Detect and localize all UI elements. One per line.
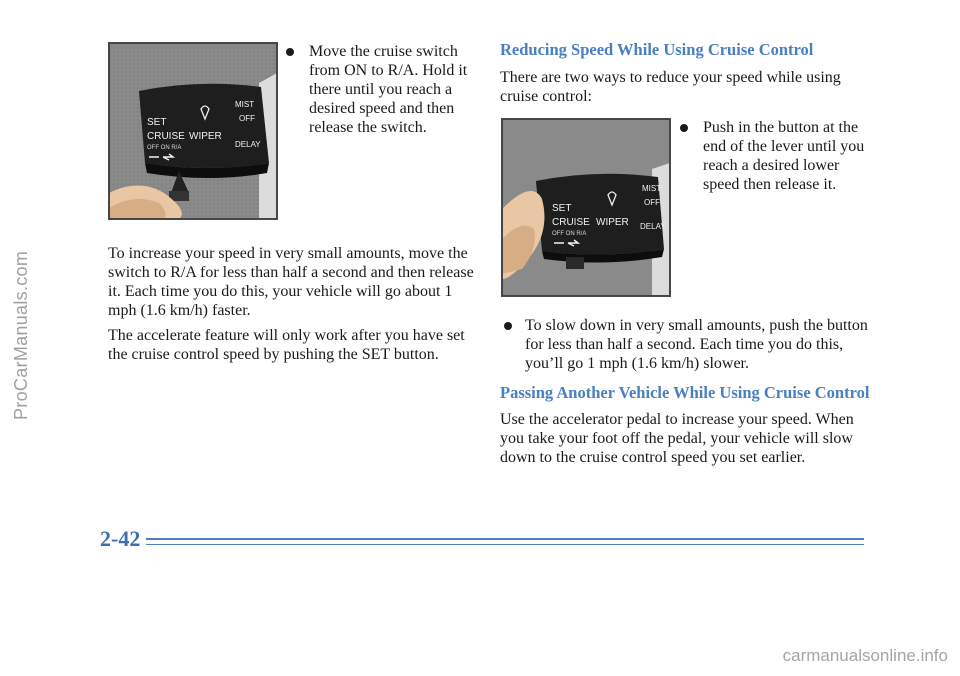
lever-label-cruise: CRUISE bbox=[552, 217, 590, 228]
lever-label-mode: OFF ON R/A bbox=[147, 145, 182, 151]
lever-illustration bbox=[109, 43, 277, 219]
side-watermark: ProCarManuals.com bbox=[11, 250, 31, 420]
lever-label-delay: DELAY bbox=[235, 140, 261, 149]
reducing-speed-heading: Reducing Speed While Using Cruise Control bbox=[500, 40, 814, 59]
lever-illustration-right bbox=[502, 119, 670, 296]
passing-vehicle-heading: Passing Another Vehicle While Using Cruise Control bbox=[500, 383, 870, 402]
bullet-icon bbox=[504, 322, 512, 330]
bullet-icon bbox=[286, 48, 294, 56]
lever-label-set: SET bbox=[147, 117, 167, 128]
lever-label-wiper: WIPER bbox=[189, 131, 222, 142]
bullet-icon bbox=[680, 124, 688, 132]
increase-speed-paragraph: To increase your speed in very small amounts, move the switch to R/A for less than half a second and then release it. Each time you do this, your vehicle will go about 1 mph (1.6 km/h) faster. bbox=[108, 245, 474, 319]
lever-label-mode: OFF ON R/A bbox=[552, 231, 587, 237]
passing-paragraph: Use the accelerator pedal to increase your speed. When you take your foot off the pedal, your vehicle will slow down to the cruise control speed you set earlier. bbox=[500, 411, 854, 466]
lever-label-off: OFF bbox=[239, 114, 255, 123]
cruise-lever-photo-left bbox=[108, 42, 278, 220]
cruise-lever-photo-right bbox=[501, 118, 671, 297]
slow-down-text: To slow down in very small amounts, push the button for less than half a second. Each time you do this, you’ll go 1 mph (1.6 km/h) slower. bbox=[525, 317, 868, 372]
lever-label-set: SET bbox=[552, 203, 572, 214]
reducing-intro-paragraph: There are two ways to reduce your speed while using cruise control: bbox=[500, 69, 841, 105]
push-button-text: Push in the button at the end of the lever until you reach a desired lower speed then release it. bbox=[703, 119, 865, 193]
lever-label-mist: MIST bbox=[642, 184, 662, 193]
footer-rule-thin bbox=[146, 544, 864, 545]
accelerate-note-paragraph: The accelerate feature will only work after you have set the cruise control speed by pushing the SET button. bbox=[108, 327, 465, 363]
footer-rule bbox=[146, 538, 864, 540]
lever-label-delay: DELAY bbox=[640, 222, 666, 231]
lever-label-mist: MIST bbox=[235, 100, 255, 109]
lever-label-off: OFF bbox=[644, 198, 660, 207]
switch-instruction-text: Move the cruise switch from ON to R/A. Hold it there until you reach a desired speed and then release the switch. bbox=[309, 43, 468, 136]
lever-label-wiper: WIPER bbox=[596, 217, 629, 228]
page-number: 2-42 bbox=[100, 526, 141, 551]
lever-label-cruise: CRUISE bbox=[147, 131, 185, 142]
bottom-watermark: carmanualsonline.info bbox=[782, 646, 948, 665]
